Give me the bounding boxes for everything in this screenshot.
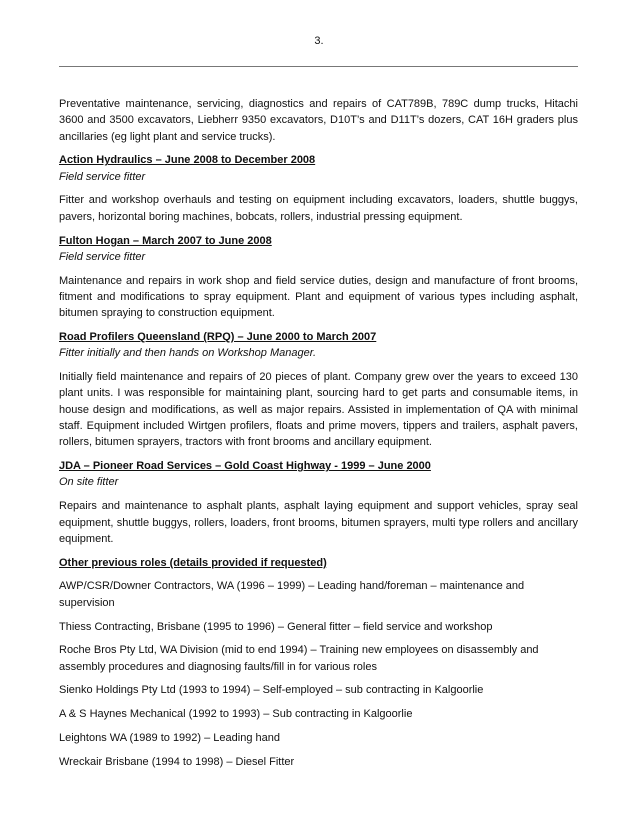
job-entry <box>59 152 578 225</box>
job-entry <box>59 233 578 322</box>
other-role-item: Thiess Contracting, Brisbane (1995 to 1996) – General fitter – field service and workshop <box>59 620 493 633</box>
job-entry <box>59 458 578 547</box>
job-role: On site fitter <box>59 476 119 489</box>
job-heading: JDA – Pioneer Road Services – Gold Coast Highway - 1999 – June 2000 <box>59 460 431 473</box>
other-role-item: Wreckair Brisbane (1994 to 1998) – Diesel Fitter <box>59 755 295 768</box>
job-description: Maintenance and repairs in work shop and field service duties, design and manufacture of front brooms, fitment and modifications to spray equipment. Plant and equipment of various types including asphalt, bitumen spraying to construction equipment. <box>59 274 578 320</box>
job-heading: Road Profilers Queensland (RPQ) – June 2000 to March 2007 <box>59 331 377 344</box>
other-roles-heading: Other previous roles (details provided if requested) <box>59 556 327 569</box>
other-roles-section <box>59 555 578 770</box>
job-entry <box>59 329 578 451</box>
other-role-item: AWP/CSR/Downer Contractors, WA (1996 – 1999) – Leading hand/foreman – maintenance and supervision <box>59 580 525 609</box>
other-role-item: Leightons WA (1989 to 1992) – Leading hand <box>59 732 280 744</box>
job-role: Fitter initially and then hands on Workshop Manager. <box>59 347 317 360</box>
job-description: Initially field maintenance and repairs of 20 pieces of plant. Company grew over the years to exceed 130 plant units. I was responsible for maintaining plant, sourcing hard to get parts and consumable items, in house design and modifications, as well as major repairs. Assisted in implementation of QA with minimal staff. Equipment included Wirtgen profilers, floats and prime movers, tippers and trailers, asphalt pavers, rollers, bitumen sprayers, tractors with front brooms and ancillary equipment. <box>59 371 578 449</box>
job-role: Field service fitter <box>59 170 146 183</box>
other-role-item: Sienko Holdings Pty Ltd (1993 to 1994) – Self-employed – sub contracting in Kalgoorlie <box>59 684 484 697</box>
other-role-item: Roche Bros Pty Ltd, WA Division (mid to end 1994) – Training new employees on disassembly and assembly procedures and diagnosing faults/fill in for various roles <box>59 644 539 673</box>
job-heading: Action Hydraulics – June 2008 to December 2008 <box>59 154 316 167</box>
job-role: Field service fitter <box>59 250 146 263</box>
document-body <box>59 96 578 778</box>
page-number: 3. <box>314 35 324 47</box>
intro-paragraph: Preventative maintenance, servicing, diagnostics and repairs of CAT789B, 789C dump trucks, Hitachi 3600 and 3500 excavators, Liebherr 9350 excavators, D10T’s and D11T’s dozers, CAT 16H graders plus ancillaries (eg light plant and service trucks). <box>59 98 578 143</box>
job-heading: Fulton Hogan – March 2007 to June 2008 <box>59 234 272 247</box>
other-role-item: A & S Haynes Mechanical (1992 to 1993) – Sub contracting in Kalgoorlie <box>59 708 413 721</box>
header-rule <box>59 66 578 67</box>
job-description: Fitter and workshop overhauls and testing on equipment including excavators, loaders, shuttle buggys, pavers, horizontal boring machines, bobcats, rollers, industrial pressing equipment. <box>59 194 578 223</box>
job-description: Repairs and maintenance to asphalt plants, asphalt laying equipment and support vehicles, spray seal equipment, shuttle buggys, rollers, loaders, front brooms, bitumen sprayers, multi type rollers and ancillary equipment. <box>59 500 578 545</box>
